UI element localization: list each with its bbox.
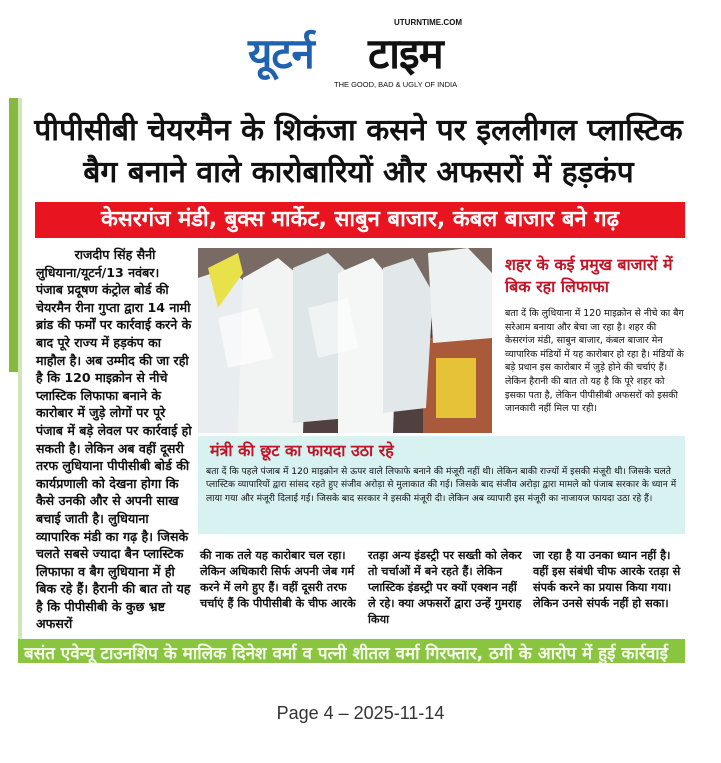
next-story-text: बसंत एवेन्यू टाउनशिप के मालिक दिनेश वर्मा व पत्नी शीतल वर्मा गिरफ्तार, ठगी के आरोप में हुई कार्रवाई [24, 644, 669, 663]
tagline: THE GOOD, BAD & UGLY OF INDIA [334, 80, 458, 89]
brand-name-part1: यूटर्न [248, 29, 314, 78]
left-accent-bar-light [18, 98, 22, 658]
column-2-text: की नाक तले यह कारोबार चल रहा। लेकिन अधिकारी सिर्फ अपनी जेब गर्म करने में लगे हुए हैं। वहीं दूसरी तरफ चर्चाएं हैं कि पीपीसीबी के चीफ आरके [200, 549, 356, 610]
left-accent-bar [9, 98, 18, 372]
brand-name-part2: टाइम [368, 29, 443, 78]
column-4-text: जा रहा है या उनका ध्यान नहीं है। वहीं इस संबंधी चीफ आरके रतड़ा से संपर्क करने का प्रयास किया गया। लेकिन उनसे संपर्क नहीं हो सका। [533, 549, 681, 610]
side-heading: शहर के कई प्रमुख बाजारों में बिक रहा लिफाफा [505, 255, 673, 296]
box-text: बता दें कि पहले पंजाब में 120 माइक्रोन से ऊपर वाले लिफाफे बनाने की मंजूरी नहीं थी। लेकिन बाकी राज्यों में इसकी मंजूरी थी। जिसके चलते प्लास्टिक व्यापारियों द्वारा सांसद रहते हुए संजीव अरोड़ा से मुलाकात की गई। जिसके बाद संजीव अरोड़ा द्वारा मामले को पंजाब सरकार के ध्यान में लाया गया और मंजूरी दिलाई गई। जिसके बाद सरकार ने इसकी मंजूरी दी। लेकिन अब व्यापारी इस मंजूरी का नाजायज फायदा उठा रहे हैं। [206, 467, 677, 504]
column-1-text: पंजाब प्रदूषण कंट्रोल बोर्ड की चेयरमैन रीना गुप्ता द्वारा 14 नामी ब्रांड की फर्मों पर कार्रवाई करने के बाद पूरे राज्य में हड़कंप का माहौल है। अब उम्मीद की जा रही है कि 120 माइक्रोन से नीचे प्लास्टिक लिफाफा बनाने के कारोबार में जुड़े लोगों पर पूरे पंजाब में बड़े लेवल पर कार्रवाई हो सकती है। लेकिन अब वहीं दूसरी तरफ लुधियाना पीपीसीबी बोर्ड की कार्यप्रणाली को देखना होगा कि कैसे उनकी और से अपनी साख बचाई जाती है। लुधियाना व्यापारिक मंडी का गढ़ है। जिसके चलते सबसे ज्यादा बैन प्लास्टिक लिफाफा व बैग लुधियाना में ही बिक रहे हैं। हैरानी की बात तो यह है कि पीपीसीबी के कुछ भ्रष्ट अफसरों [36, 282, 192, 632]
byline: राजदीप सिंह सैनी [74, 247, 156, 262]
masthead [248, 14, 478, 94]
side-text: बता दें कि लुधियाना में 120 माइक्रोन से नीचे का बैग सरेआम बनाया और बेचा जा रहा है। शहर की केसरगंज मंडी, साबुन बाजार, कंबल बाजार मेन व्यापारिक मंडियों में यह कारोबार हो रहा है। मंडियों के बड़े प्रधान इस कारोबार में जुड़े होने की चर्चाएं हैं। लेकिन हैरानी की बात तो यह है कि पूरे शहर को इसका पता है, लेकिन पीपीसीबी अफसरों को इसकी जानकारी नहीं मिल पा रही। [505, 308, 684, 415]
headline-line-1: पीपीसीबी चेयरमैन के शिकंजा कसने पर इललीगल प्लास्टिक [34, 113, 683, 148]
column-1 [36, 246, 194, 633]
headline [26, 110, 691, 194]
next-story-strip [18, 639, 685, 663]
column-3-text: रतड़ा अन्य इंडस्ट्री पर सख्ती को लेकर तो चर्चाओं में बने रहते हैं। लेकिन प्लास्टिक इंडस्ट्री पर क्यों एक्शन नहीं ले रहे। क्या अफसरों द्वारा उन्हें गुमराह किया [368, 549, 522, 626]
site-url: UTURNTIME.COM [394, 18, 462, 27]
dateline: लुधियाना/यूटर्न/13 नवंबर। [36, 264, 160, 280]
headline-line-2: बैग बनाने वाले कारोबारियों और अफसरों में हड़कंप [83, 155, 634, 190]
box-heading: मंत्री की छूट का फायदा उठा रहे [210, 441, 394, 460]
photo-plastic-bags [198, 248, 492, 433]
page-date-label: Page 4 – 2025-11-14 [276, 703, 445, 723]
subheadline: केसरगंज मंडी, बुक्स मार्केट, साबुन बाजार, कंबल बाजार बने गढ़ [35, 202, 685, 238]
